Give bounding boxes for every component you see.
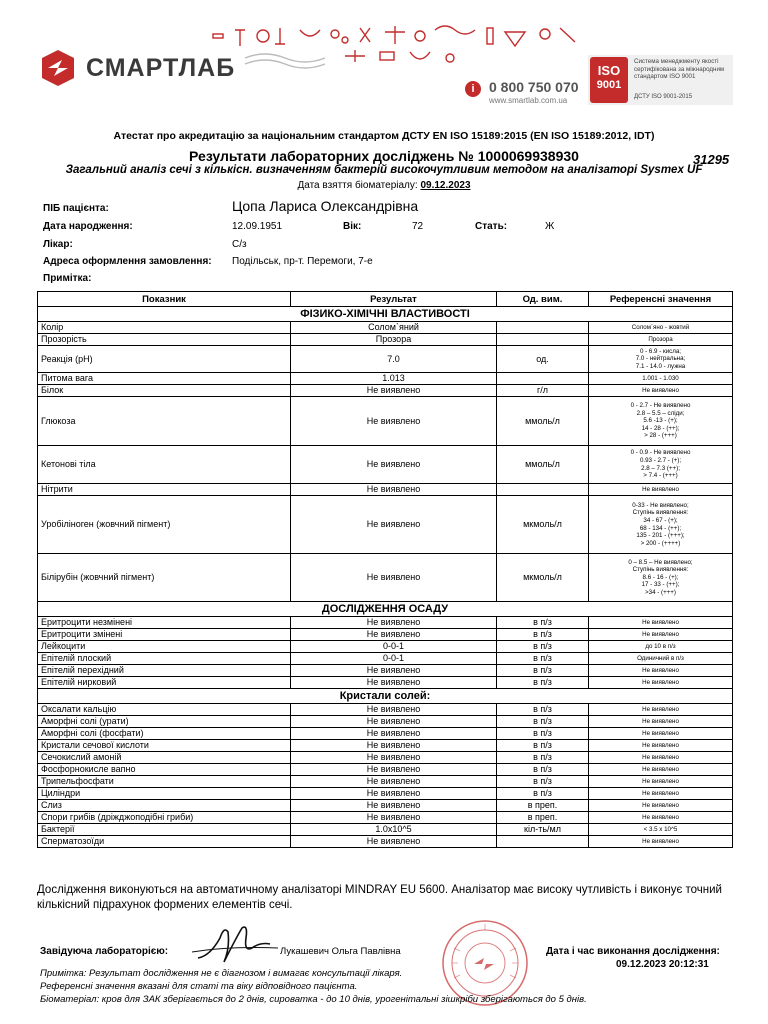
contact-block (465, 76, 595, 106)
unit-cell: в преп. (497, 800, 589, 812)
indicator-cell: Епітелій перехідний (38, 665, 291, 677)
address-label: Адреса оформлення замовлення: (43, 256, 212, 267)
indicator-cell: Спори грибів (дріжджоподібні гриби) (38, 812, 291, 824)
sample-date-value: 09.12.2023 (420, 180, 471, 191)
reference-cell: 0 – 8.5 – Не виявлено; Ступінь виявлення: 8.6 - 16 - (+); 17 - 33 - (++); >34 - (+++) (589, 554, 733, 602)
indicator-cell: Сечокислий амоній (38, 752, 291, 764)
table-row (38, 776, 733, 788)
table-row (38, 653, 733, 665)
unit-cell: г/л (497, 385, 589, 397)
result-cell: Не виявлено (291, 629, 497, 641)
report-header (0, 0, 768, 125)
table-row (38, 385, 733, 397)
result-cell: Не виявлено (291, 385, 497, 397)
sample-date-row (0, 180, 768, 191)
indicator-cell: Білірубін (жовчний пігмент) (38, 554, 291, 602)
result-cell: Не виявлено (291, 800, 497, 812)
section-row (38, 689, 733, 704)
reference-cell: Не виявлено (589, 740, 733, 752)
reference-cell: Не виявлено (589, 728, 733, 740)
table-row (38, 397, 733, 446)
iso-badge-label: ISO (597, 63, 621, 78)
info-icon: i (465, 81, 481, 97)
result-cell: Не виявлено (291, 554, 497, 602)
iso-badge (590, 57, 628, 103)
reference-cell: 0 - 2.7 - Не виявлено 2.8 – 5.5 – сліди; 5.6 -13 - (+); 14 - 28 - (++); > 28 - (+++) (589, 397, 733, 446)
indicator-cell: Сперматозоїди (38, 836, 291, 848)
table-row (38, 788, 733, 800)
indicator-cell: Циліндри (38, 788, 291, 800)
indicator-cell: Епітелій нирковий (38, 677, 291, 689)
table-row (38, 641, 733, 653)
table-row (38, 629, 733, 641)
unit-cell: мкмоль/л (497, 554, 589, 602)
result-cell: Не виявлено (291, 496, 497, 554)
unit-cell: в п/з (497, 677, 589, 689)
result-cell: Не виявлено (291, 716, 497, 728)
results-table (37, 291, 733, 848)
section-title: ДОСЛІДЖЕННЯ ОСАДУ (38, 602, 733, 617)
phone-number[interactable]: 0 800 750 070 (489, 79, 579, 95)
table-row (38, 334, 733, 346)
science-icons-banner (205, 22, 585, 70)
footnote-disclaimer: Примітка: Результат дослідження не є діагнозом і вимагає консультації лікаря. (40, 968, 403, 979)
section-title: ФІЗИКО-ХІМІЧНІ ВЛАСТИВОСТІ (38, 307, 733, 322)
lab-head-label: Завідуюча лабораторією: (40, 946, 169, 957)
indicator-cell: Кетонові тіла (38, 446, 291, 484)
order-code: 31295 (693, 152, 730, 167)
reference-cell: Солом`яно - жовтий (589, 322, 733, 334)
header-reference: Референсні значення (589, 292, 733, 307)
table-row (38, 764, 733, 776)
result-cell: Не виявлено (291, 836, 497, 848)
indicator-cell: Бактерії (38, 824, 291, 836)
indicator-cell: Глюкоза (38, 397, 291, 446)
table-row (38, 824, 733, 836)
section-title: Кристали солей: (38, 689, 733, 704)
accreditation-line: Атестат про акредитацію за національним стандартом ДСТУ EN ISO 15189:2015 (EN ISO 15189:2012, IDT) (113, 130, 655, 142)
lab-head-name: Лукашевич Ольга Павлівна (280, 946, 401, 957)
reference-cell: Не виявлено (589, 800, 733, 812)
unit-cell: в п/з (497, 665, 589, 677)
table-row (38, 346, 733, 373)
reference-cell: Не виявлено (589, 836, 733, 848)
age-value: 72 (412, 221, 424, 232)
table-row (38, 373, 733, 385)
result-cell: Не виявлено (291, 776, 497, 788)
indicator-cell: Кристали сечової кислоти (38, 740, 291, 752)
table-header-row (38, 292, 733, 307)
dob-label: Дата народження: (43, 221, 133, 232)
table-row (38, 617, 733, 629)
unit-cell: в п/з (497, 788, 589, 800)
reference-cell: 0 - 6.9 - кисла; 7.0 - нейтральна; 7.1 - 14.0 - лужна (589, 346, 733, 373)
indicator-cell: Уробіліноген (жовчний пігмент) (38, 496, 291, 554)
result-cell: Не виявлено (291, 704, 497, 716)
table-row (38, 704, 733, 716)
section-row (38, 307, 733, 322)
header-unit: Од. вим. (497, 292, 589, 307)
reference-cell: Не виявлено (589, 629, 733, 641)
reference-cell: Не виявлено (589, 704, 733, 716)
result-cell: 7.0 (291, 346, 497, 373)
indicator-cell: Оксалати кальцію (38, 704, 291, 716)
unit-cell: в п/з (497, 716, 589, 728)
reference-cell: < 3.5 x 10^5 (589, 824, 733, 836)
table-row (38, 446, 733, 484)
indicator-cell: Лейкоцити (38, 641, 291, 653)
result-cell: 0-0-1 (291, 653, 497, 665)
result-cell: Не виявлено (291, 677, 497, 689)
section-row (38, 602, 733, 617)
note-label: Примітка: (43, 273, 92, 284)
unit-cell: в п/з (497, 776, 589, 788)
iso-certification (588, 55, 733, 105)
unit-cell (497, 334, 589, 346)
table-row (38, 716, 733, 728)
unit-cell (497, 484, 589, 496)
reference-cell: Не виявлено (589, 716, 733, 728)
result-cell: Солом`яний (291, 322, 497, 334)
unit-cell (497, 322, 589, 334)
analysis-description: Загальний аналіз сечі з кількісн. визначенням бактерій високочутливим методом на аналізаторі Sysmex UF (65, 164, 703, 176)
result-cell: Не виявлено (291, 752, 497, 764)
result-cell: Не виявлено (291, 740, 497, 752)
signature-image (190, 918, 280, 968)
smartlab-logo-icon (38, 48, 78, 88)
footnote-storage: Біоматеріал: кров для ЗАК зберігається до 2 днів, сироватка - до 10 днів, урогенітальні зішкріби зберігаються до 5 днів. (40, 994, 587, 1005)
dob-value: 12.09.1951 (232, 221, 283, 232)
reference-cell: Не виявлено (589, 665, 733, 677)
table-row (38, 836, 733, 848)
brand-name: СМАРТЛАБ (86, 53, 236, 82)
table-row (38, 740, 733, 752)
table-row (38, 484, 733, 496)
footnote-reference: Референсні значення вказані для статі та віку відповідного пацієнта. (40, 981, 358, 992)
iso-standard: ДСТУ ISO 9001-2015 (634, 94, 693, 100)
reference-cell: 1.001 - 1.030 (589, 373, 733, 385)
table-row (38, 752, 733, 764)
indicator-cell: Слиз (38, 800, 291, 812)
unit-cell: в п/з (497, 653, 589, 665)
result-cell: Не виявлено (291, 812, 497, 824)
indicator-cell: Аморфні солі (фосфати) (38, 728, 291, 740)
indicator-cell: Питома вага (38, 373, 291, 385)
indicator-cell: Нітрити (38, 484, 291, 496)
result-cell: Прозора (291, 334, 497, 346)
header-result: Результат (291, 292, 497, 307)
iso-badge-number: 9001 (596, 79, 622, 91)
table-row (38, 496, 733, 554)
doctor-label: Лікар: (43, 239, 73, 250)
indicator-cell: Епітелій плоский (38, 653, 291, 665)
table-row (38, 728, 733, 740)
completion-datetime: 09.12.2023 20:12:31 (616, 959, 709, 970)
unit-cell: мкмоль/л (497, 496, 589, 554)
indicator-cell: Колір (38, 322, 291, 334)
indicator-cell: Еритроцити змінені (38, 629, 291, 641)
address-value: Подільськ, пр-т. Перемоги, 7-е (232, 256, 373, 267)
unit-cell: в п/з (497, 740, 589, 752)
reference-cell: Не виявлено (589, 776, 733, 788)
unit-cell (497, 373, 589, 385)
reference-cell: до 10 в п/з (589, 641, 733, 653)
reference-cell: Одиничний в п/з (589, 653, 733, 665)
table-row (38, 665, 733, 677)
reference-cell: 0-33 - Не виявлено; Ступінь виявлення: 34 - 67 - (+); 68 - 134 - (++); 135 - 201 - (+++); > 200 - (++++) (589, 496, 733, 554)
reference-cell: Не виявлено (589, 385, 733, 397)
results-title: Результати лабораторних досліджень № 1000069938930 (189, 148, 579, 164)
unit-cell: ммоль/л (497, 446, 589, 484)
unit-cell: в п/з (497, 752, 589, 764)
age-label: Вік: (343, 221, 362, 232)
indicator-cell: Прозорість (38, 334, 291, 346)
indicator-cell: Фосфорнокисле вапно (38, 764, 291, 776)
table-row (38, 322, 733, 334)
result-cell: Не виявлено (291, 728, 497, 740)
unit-cell: в п/з (497, 617, 589, 629)
unit-cell: од. (497, 346, 589, 373)
result-cell: Не виявлено (291, 484, 497, 496)
iso-description: Система менеджменту якості сертифікована за міжнародним стандартом ISO 9001 (634, 58, 725, 80)
result-cell: Не виявлено (291, 764, 497, 776)
unit-cell: в п/з (497, 641, 589, 653)
header-indicator: Показник (38, 292, 291, 307)
reference-cell: Не виявлено (589, 812, 733, 824)
reference-cell: Не виявлено (589, 677, 733, 689)
sample-date-label: Дата взяття біоматеріалу: (297, 180, 418, 191)
method-note: Дослідження виконуються на автоматичному аналізаторі MINDRAY EU 5600. Аналізатор має високу чутливість і виконує точний кількісний підрахунок формених елементів сечі. (37, 884, 722, 911)
indicator-cell: Еритроцити незмінені (38, 617, 291, 629)
result-cell: Не виявлено (291, 617, 497, 629)
table-row (38, 554, 733, 602)
unit-cell: в преп. (497, 812, 589, 824)
table-row (38, 677, 733, 689)
reference-cell: Не виявлено (589, 752, 733, 764)
reference-cell: Не виявлено (589, 788, 733, 800)
result-cell: 0-0-1 (291, 641, 497, 653)
sex-label: Стать: (475, 221, 508, 232)
result-cell: 1.0x10^5 (291, 824, 497, 836)
unit-cell: ммоль/л (497, 397, 589, 446)
result-cell: Не виявлено (291, 397, 497, 446)
unit-cell: в п/з (497, 629, 589, 641)
result-cell: Не виявлено (291, 665, 497, 677)
indicator-cell: Трипельфосфати (38, 776, 291, 788)
result-cell: 1.013 (291, 373, 497, 385)
result-cell: Не виявлено (291, 446, 497, 484)
unit-cell: в п/з (497, 704, 589, 716)
patient-name-label: ПІБ пацієнта: (43, 203, 109, 214)
reference-cell: Не виявлено (589, 484, 733, 496)
reference-cell: Не виявлено (589, 764, 733, 776)
result-cell: Не виявлено (291, 788, 497, 800)
indicator-cell: Білок (38, 385, 291, 397)
unit-cell (497, 836, 589, 848)
table-row (38, 812, 733, 824)
indicator-cell: Аморфні солі (урати) (38, 716, 291, 728)
website-link[interactable]: www.smartlab.com.ua (489, 96, 568, 105)
table-row (38, 800, 733, 812)
unit-cell: в п/з (497, 728, 589, 740)
doctor-value: С/з (232, 239, 247, 250)
reference-cell: Не виявлено (589, 617, 733, 629)
unit-cell: кіл-ть/мл (497, 824, 589, 836)
patient-name: Цопа Лариса Олександрівна (232, 198, 419, 214)
reference-cell: 0 - 0.9 - Не виявлено 0.93 - 2.7 - (+); 2.8 – 7.3 (++); > 7.4 - (+++) (589, 446, 733, 484)
reference-cell: Прозора (589, 334, 733, 346)
sex-value: Ж (545, 221, 555, 232)
completion-label: Дата і час виконання дослідження: (546, 946, 720, 957)
unit-cell: в п/з (497, 764, 589, 776)
indicator-cell: Реакція (pH) (38, 346, 291, 373)
